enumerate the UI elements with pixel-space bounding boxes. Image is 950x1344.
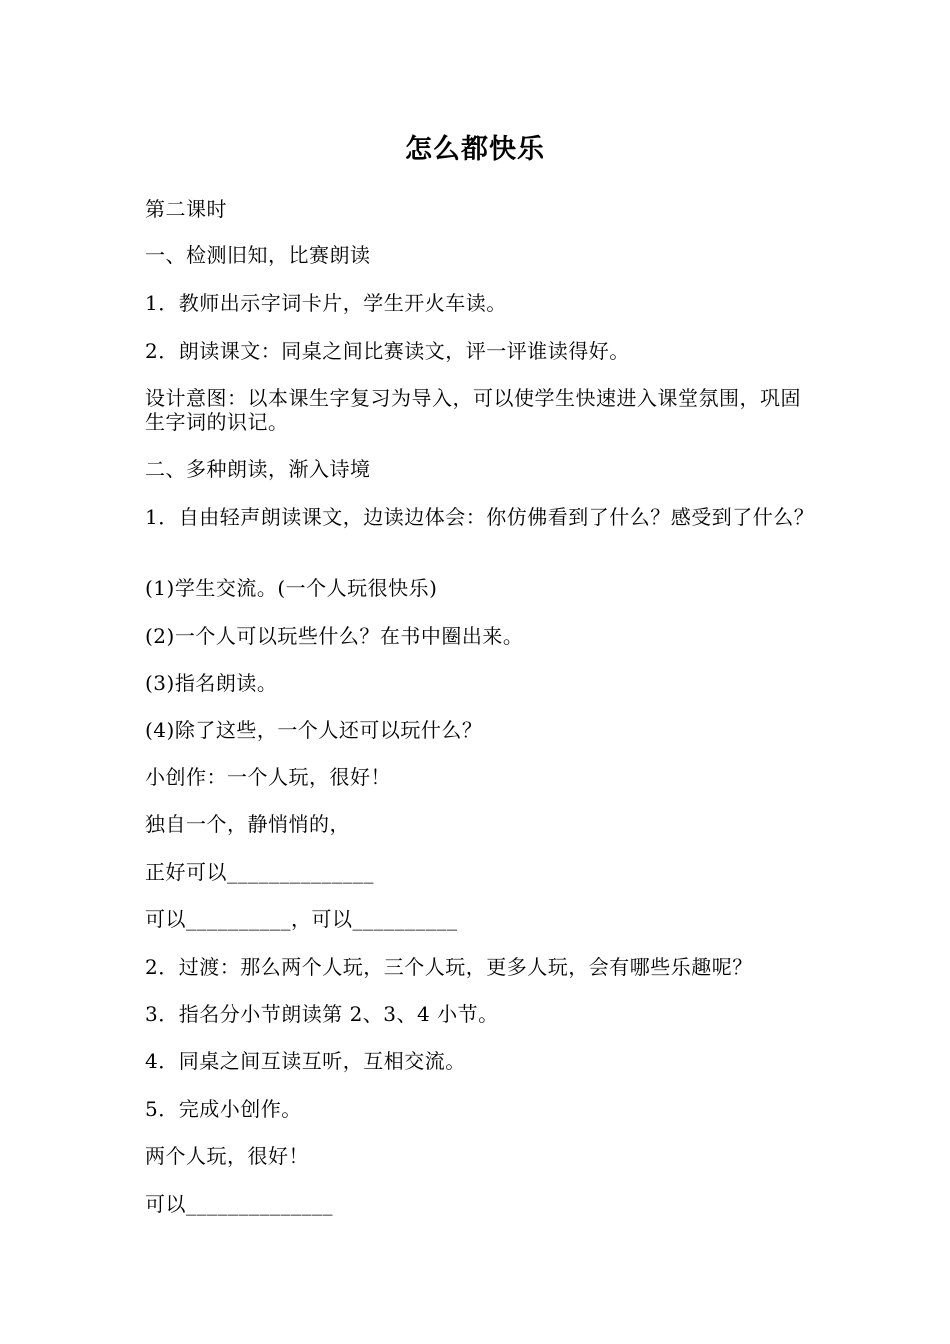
paragraph-two-people: 两个人玩，很好！ — [145, 1144, 309, 1168]
paragraph-creation-line-3: 可以__________，可以__________ — [145, 907, 458, 931]
paragraph-reading-task: 1．自由轻声朗读课文，边读边体会：你仿佛看到了什么？感受到了什么？ — [145, 505, 815, 529]
paragraph-sub-1: (1)学生交流。(一个人玩很快乐) — [145, 576, 438, 600]
paragraph-step-4: 4．同桌之间互读互听，互相交流。 — [145, 1049, 466, 1073]
paragraph-two-people-blank: 可以______________ — [145, 1192, 333, 1216]
paragraph-step-1: 1．教师出示字词卡片，学生开火车读。 — [145, 291, 507, 315]
paragraph-creation-line-1: 独自一个，静悄悄的， — [145, 812, 350, 836]
paragraph-step-5: 5．完成小创作。 — [145, 1097, 302, 1121]
paragraph-lesson-period: 第二课时 — [145, 197, 227, 221]
paragraph-section-one-heading: 一、检测旧知，比赛朗读 — [145, 243, 371, 267]
paragraph-step-2: 2．朗读课文：同桌之间比赛读文，评一评谁读得好。 — [145, 339, 630, 363]
document-title: 怎么都快乐 — [405, 134, 545, 165]
paragraph-design-intent: 设计意图：以本课生字复习为导入，可以使学生快速进入课堂氛围，巩固生字词的识记。 — [145, 386, 801, 434]
paragraph-sub-2: (2)一个人可以玩些什么？在书中圈出来。 — [145, 624, 524, 648]
paragraph-sub-3: (3)指名朗读。 — [145, 671, 278, 695]
paragraph-creation-line-2: 正好可以______________ — [145, 860, 374, 884]
paragraph-step-3: 3．指名分小节朗读第 2、3、4 小节。 — [145, 1002, 499, 1026]
paragraph-creation-heading: 小创作：一个人玩，很好！ — [145, 765, 391, 789]
paragraph-sub-4: (4)除了这些，一个人还可以玩什么？ — [145, 718, 483, 742]
paragraph-transition: 2．过渡：那么两个人玩，三个人玩，更多人玩，会有哪些乐趣呢？ — [145, 955, 753, 979]
paragraph-section-two-heading: 二、多种朗读，渐入诗境 — [145, 457, 371, 481]
